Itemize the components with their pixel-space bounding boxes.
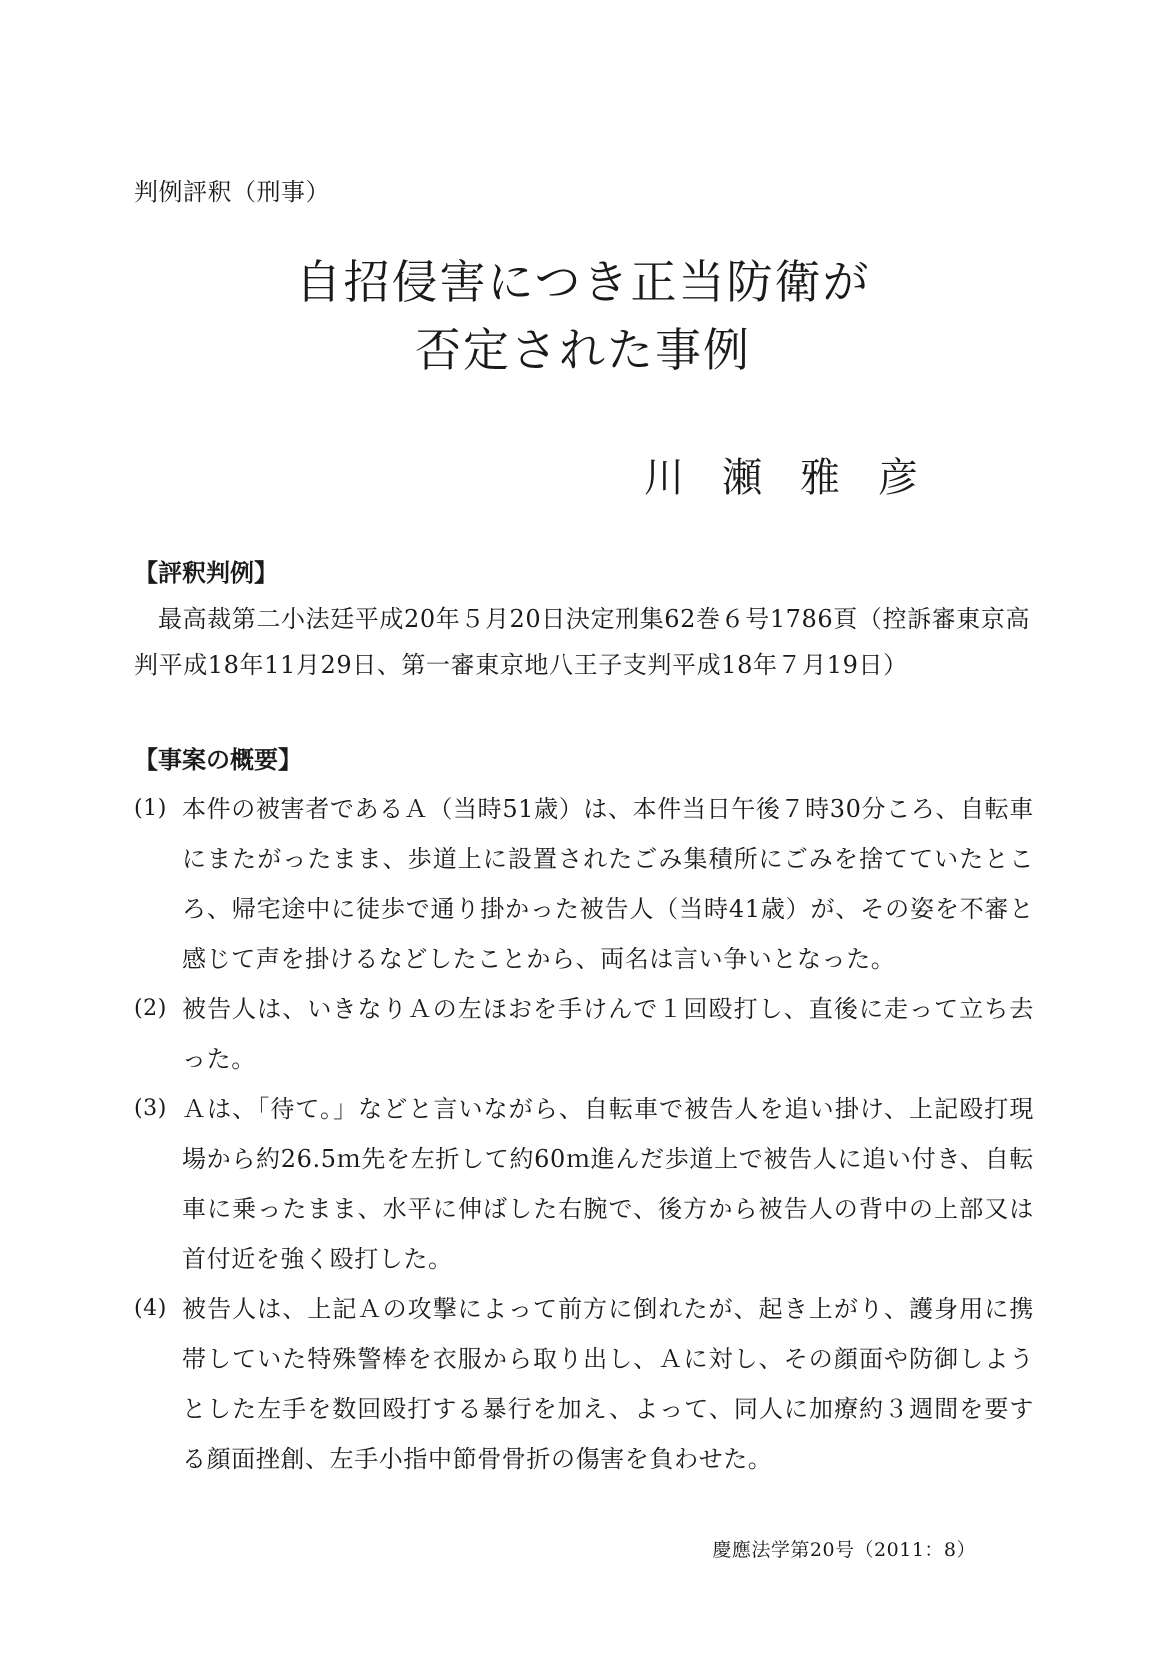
article-category: 判例評釈（刑事） [134, 178, 330, 206]
facts-item-number: (2) [134, 996, 167, 1021]
title-line-2: 否定された事例 [415, 323, 751, 377]
author-name: 川瀬雅彦 [644, 455, 956, 501]
facts-item-text: 本件の被害者であるＡ（当時51歳）は、本件当日午後７時30分ころ、自転車にまたがったまま、歩道上に設置されたごみ集積所にごみを捨てていたところ、帰宅途中に徒歩で通り掛かった被告人（当時41歳）が、その姿を不審と感じて声を掛けるなどしたことから、両名は言い争いとなった。 [182, 795, 1034, 973]
facts-list [134, 784, 1034, 1484]
facts-item [134, 784, 1034, 984]
facts-item [134, 1084, 1034, 1284]
facts-item-text: 被告人は、上記Ａの攻撃によって前方に倒れたが、起き上がり、護身用に携帯していた特殊警棒を衣服から取り出し、Ａに対し、その顔面や防御しようとした左手を数回殴打する暴行を加え、よって、同人に加療約３週間を要する顔面挫創、左手小指中節骨骨折の傷害を負わせた。 [182, 1295, 1034, 1473]
case-reference-heading: 【評釈判例】 [134, 559, 278, 587]
article-title [0, 248, 1166, 384]
facts-item-text: 被告人は、いきなりＡの左ほおを手けんで１回殴打し、直後に走って立ち去った。 [182, 995, 1034, 1073]
facts-heading: 【事案の概要】 [134, 746, 302, 774]
case-reference-text: 最高裁第二小法廷平成20年５月20日決定刑集62巻６号1786頁（控訴審東京高判平成18年11月29日、第一審東京地八王子支判平成18年７月19日） [134, 605, 1031, 679]
title-line-1: 自招侵害につき正当防衛が [295, 255, 871, 309]
facts-item-number: (1) [134, 796, 167, 821]
facts-item-number: (3) [134, 1096, 167, 1121]
facts-item [134, 984, 1034, 1084]
facts-item-number: (4) [134, 1296, 167, 1321]
facts-item-text: Ａは、「待て。」などと言いながら、自転車で被告人を追い掛け、上記殴打現場から約26.5ｍ先を左折して約60ｍ進んだ歩道上で被告人に追い付き、自転車に乗ったまま、水平に伸ばした右腕で、後方から被告人の背中の上部又は首付近を強く殴打した。 [182, 1095, 1034, 1273]
journal-footer: 慶應法学第20号（2011：8） [712, 1539, 976, 1561]
facts-item [134, 1284, 1034, 1484]
